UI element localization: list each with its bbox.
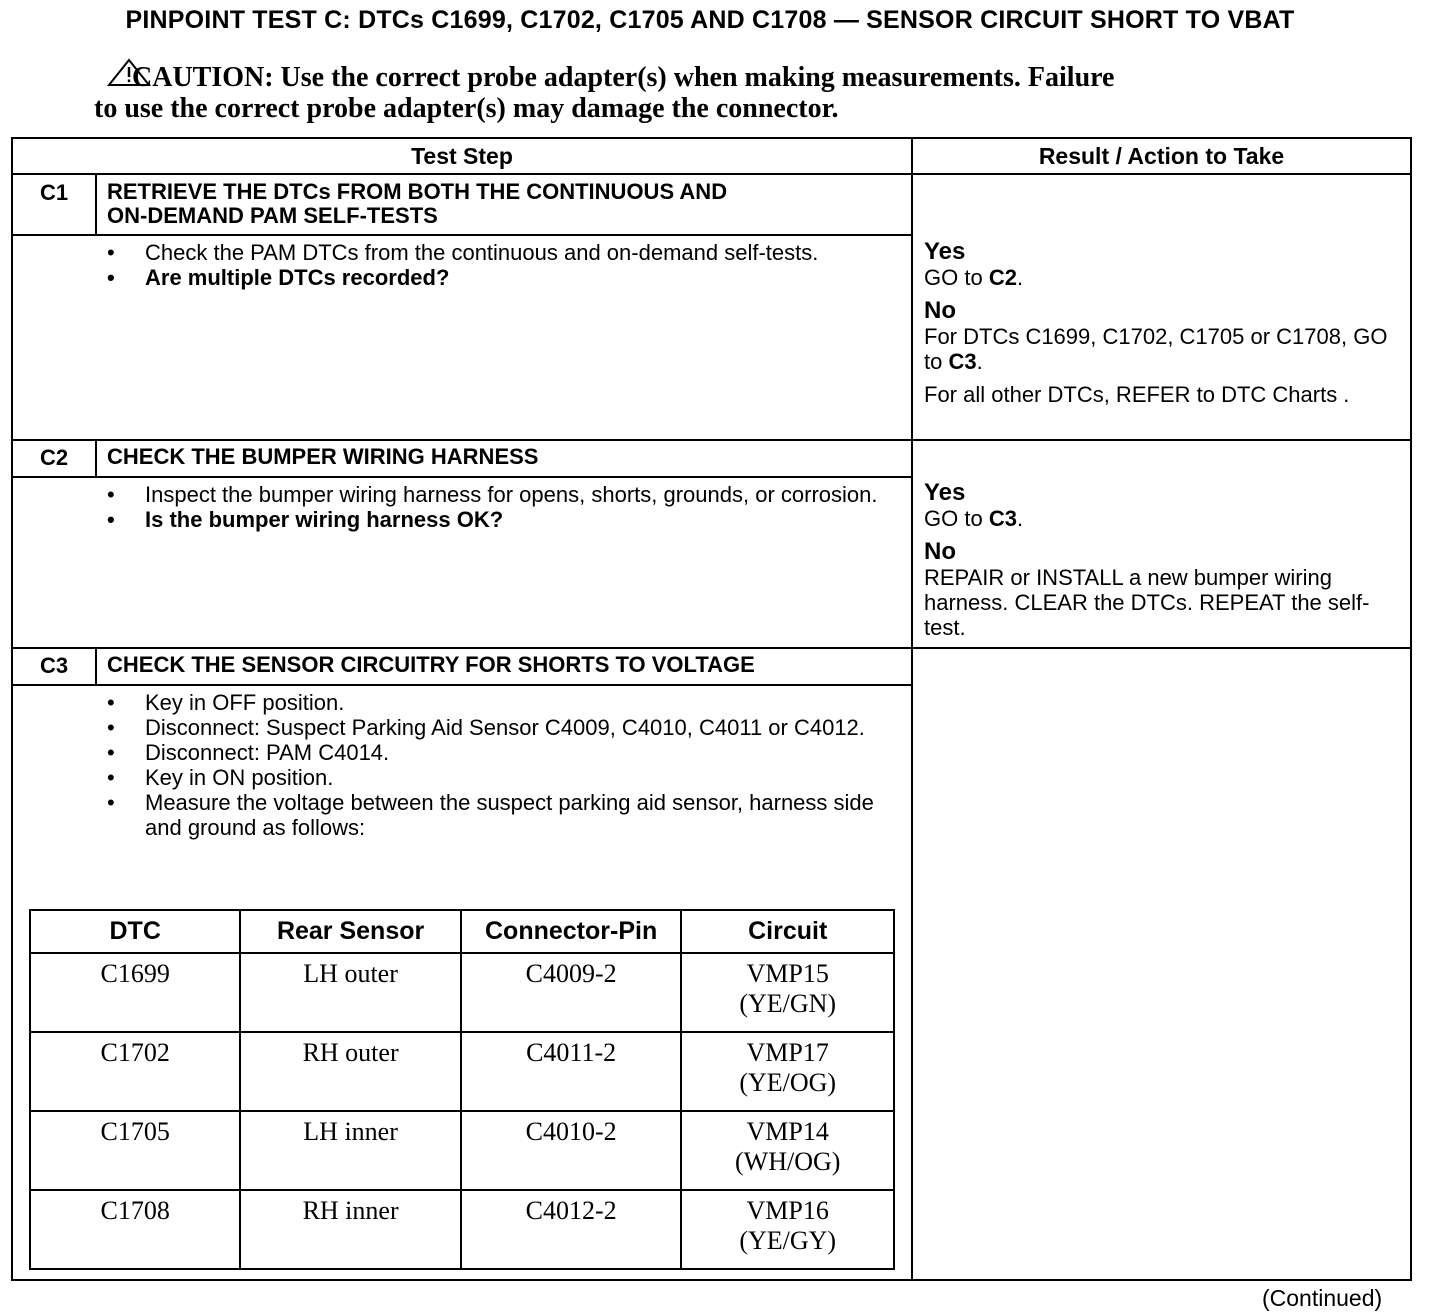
col-dtc: DTC [30, 910, 240, 953]
header-divider [13, 173, 1410, 175]
cell-sensor: RH inner [240, 1190, 460, 1269]
c2-title-divider [13, 476, 911, 478]
circuit-id: VMP16 [746, 1196, 829, 1225]
table-row [30, 1111, 894, 1190]
table-row [30, 1190, 894, 1269]
c1-id-divider [95, 175, 97, 235]
step-title-c1-line2: ON-DEMAND PAM SELF-TESTS [107, 203, 438, 228]
circuit-color: (YE/OG) [739, 1068, 837, 1097]
no-label: No [924, 538, 956, 565]
no-action: REPAIR or INSTALL a new bumper wiring harness. CLEAR the DTCs. REPEAT the self-test. [924, 565, 1370, 640]
cell-pin: C4009-2 [461, 953, 682, 1032]
step-c2-bullets [105, 482, 895, 532]
c2-row-divider [13, 647, 1410, 649]
step-c3-bullets [105, 690, 895, 840]
yes-label: Yes [924, 479, 966, 506]
circuit-id: VMP15 [746, 959, 829, 988]
list-item: • Key in OFF position. [105, 690, 895, 715]
c1-row-divider [13, 439, 1410, 441]
yes-action-text: GO to [924, 265, 983, 290]
no-action: For DTCs C1699, C1702, C1705 or C1708, GO to C3. [924, 324, 1388, 374]
list-item: • Inspect the bumper wiring harness for opens, shorts, grounds, or corrosion. [105, 482, 895, 507]
pinpoint-test-table [11, 137, 1412, 1281]
cell-dtc: C1705 [30, 1111, 240, 1190]
table-row [30, 1032, 894, 1111]
cell-circuit [681, 953, 894, 1032]
step-title-c1 [107, 180, 897, 228]
yes-action-text: GO to [924, 506, 983, 531]
yes-action: GO to C2. [924, 265, 1024, 290]
cell-dtc: C1702 [30, 1032, 240, 1111]
caution-line-1 [94, 62, 1334, 93]
cell-dtc: C1708 [30, 1190, 240, 1269]
caution-text-2: to use the correct probe adapter(s) may damage the connector. [94, 93, 839, 124]
cell-circuit [681, 1111, 894, 1190]
cell-circuit [681, 1190, 894, 1269]
step-title-c2: CHECK THE BUMPER WIRING HARNESS [107, 444, 539, 469]
cell-pin: C4012-2 [461, 1190, 682, 1269]
result-c1 [924, 239, 1410, 407]
c2-id-divider [95, 441, 97, 477]
cell-pin: C4010-2 [461, 1111, 682, 1190]
goto-c3-link: C3 [988, 506, 1017, 531]
col-circuit: Circuit [681, 910, 894, 953]
continued-note: (Continued) [1262, 1285, 1383, 1311]
col-connector-pin: Connector-Pin [461, 910, 682, 953]
yes-label: Yes [924, 238, 966, 265]
c3-title-divider [13, 684, 911, 686]
goto-c3-link: C3 [948, 349, 977, 374]
list-item: • Disconnect: PAM C4014. [105, 740, 895, 765]
step-title-c3: CHECK THE SENSOR CIRCUITRY FOR SHORTS TO VOLTAGE [107, 652, 755, 677]
list-item: • Key in ON position. [105, 765, 895, 790]
cell-sensor: LH inner [240, 1111, 460, 1190]
header-result: Result / Action to Take [1038, 143, 1285, 169]
cell-sensor: RH outer [240, 1032, 460, 1111]
step-id-c2: C2 [39, 445, 69, 470]
cell-pin: C4011-2 [461, 1032, 682, 1111]
goto-c2-link: C2 [988, 265, 1017, 290]
c1-title-divider [13, 234, 911, 236]
table-header-row [30, 910, 894, 953]
list-item: • Disconnect: Suspect Parking Aid Sensor C4009, C4010, C4011 or C4012. [105, 715, 895, 740]
step-id-c3: C3 [39, 653, 69, 678]
result-c2 [924, 480, 1410, 640]
step-title-c1-line1: RETRIEVE THE DTCs FROM BOTH THE CONTINUOUS AND [107, 179, 728, 204]
cell-circuit [681, 1032, 894, 1111]
header-test-step: Test Step [411, 143, 513, 169]
circuit-color: (YE/GY) [739, 1226, 837, 1255]
cell-sensor: LH outer [240, 953, 460, 1032]
caution-text-1: CAUTION: Use the correct probe adapter(s) when making measurements. Failure [132, 62, 1115, 93]
column-divider [911, 139, 913, 1279]
col-rear-sensor: Rear Sensor [240, 910, 460, 953]
caution-note [94, 62, 1334, 124]
no-label: No [924, 297, 956, 324]
step-id-c1: C1 [39, 180, 69, 205]
list-item: • Check the PAM DTCs from the continuous and on-demand self-tests. [105, 240, 895, 265]
cell-dtc: C1699 [30, 953, 240, 1032]
voltage-measurement-table [29, 909, 895, 1270]
page-title: PINPOINT TEST C: DTCs C1699, C1702, C1705 AND C1708 — SENSOR CIRCUIT SHORT TO VBAT [125, 6, 1295, 34]
yes-action: GO to C3. [924, 506, 1024, 531]
circuit-id: VMP14 [746, 1117, 829, 1146]
circuit-color: (YE/GN) [739, 989, 837, 1018]
c3-id-divider [95, 649, 97, 685]
warning-triangle-icon [106, 58, 152, 88]
no-action-2: For all other DTCs, REFER to DTC Charts . [924, 382, 1350, 407]
list-item: • Are multiple DTCs recorded? [105, 265, 895, 290]
circuit-color: (WH/OG) [735, 1147, 841, 1176]
circuit-id: VMP17 [746, 1038, 829, 1067]
step-c1-bullets [105, 240, 895, 290]
table-row [30, 953, 894, 1032]
list-item: • Is the bumper wiring harness OK? [105, 507, 895, 532]
list-item: • Measure the voltage between the suspect parking aid sensor, harness side and ground as follows: [105, 790, 895, 840]
no-action-text: For DTCs C1699, C1702, C1705 or C1708, GO to [924, 324, 1388, 374]
